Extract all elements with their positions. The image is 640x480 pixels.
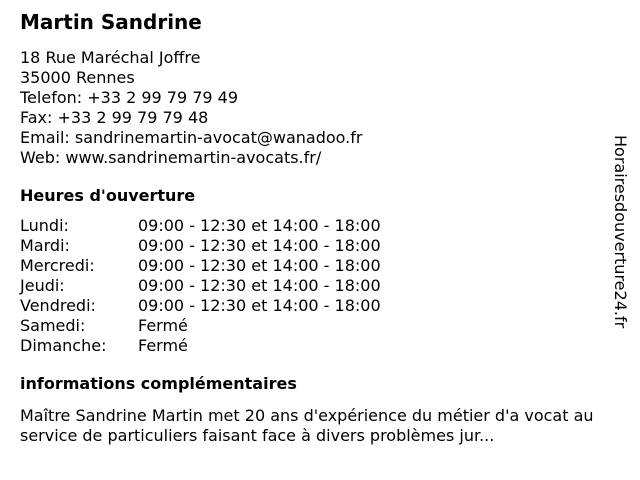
hours-row-tuesday bbox=[20, 236, 610, 256]
address-city: 35000 Rennes bbox=[20, 68, 135, 87]
hours-row-monday bbox=[20, 216, 610, 236]
hours-day: Jeudi: bbox=[20, 276, 65, 295]
hours-row-wednesday bbox=[20, 256, 610, 276]
hours-row-thursday bbox=[20, 276, 610, 296]
hours-day: Mardi: bbox=[20, 236, 70, 255]
hours-time: 09:00 - 12:30 et 14:00 - 18:00 bbox=[138, 296, 381, 315]
email-line: Email: sandrinemartin-avocat@wanadoo.fr bbox=[20, 128, 363, 147]
business-card bbox=[20, 8, 610, 446]
fax-line: Fax: +33 2 99 79 79 48 bbox=[20, 108, 209, 127]
hours-time: 09:00 - 12:30 et 14:00 - 18:00 bbox=[138, 236, 381, 255]
hours-time: 09:00 - 12:30 et 14:00 - 18:00 bbox=[138, 216, 381, 235]
web-line: Web: www.sandrinemartin-avocats.fr/ bbox=[20, 148, 322, 167]
hours-time: Fermé bbox=[138, 336, 188, 355]
hours-row-saturday bbox=[20, 316, 610, 336]
hours-day: Lundi: bbox=[20, 216, 69, 235]
business-name: Martin Sandrine bbox=[20, 10, 202, 34]
hours-time: 09:00 - 12:30 et 14:00 - 18:00 bbox=[138, 256, 381, 275]
hours-table bbox=[20, 216, 610, 356]
hours-time: 09:00 - 12:30 et 14:00 - 18:00 bbox=[138, 276, 381, 295]
hours-day: Vendredi: bbox=[20, 296, 96, 315]
contact-block bbox=[20, 48, 610, 168]
info-title: informations complémentaires bbox=[20, 374, 297, 393]
hours-day: Samedi: bbox=[20, 316, 86, 335]
hours-day: Mercredi: bbox=[20, 256, 95, 275]
hours-day: Dimanche: bbox=[20, 336, 107, 355]
phone-line: Telefon: +33 2 99 79 79 49 bbox=[20, 88, 239, 107]
hours-time: Fermé bbox=[138, 316, 188, 335]
address-street: 18 Rue Maréchal Joffre bbox=[20, 48, 201, 67]
info-text: Maître Sandrine Martin met 20 ans d'expérience du métier d'a vocat au service de particuliers faisant face à divers problèmes jur... bbox=[20, 406, 594, 445]
brand-watermark: Horairesdouverture24.fr bbox=[611, 135, 630, 329]
hours-row-friday bbox=[20, 296, 610, 316]
hours-row-sunday bbox=[20, 336, 610, 356]
hours-title: Heures d'ouverture bbox=[20, 186, 196, 205]
